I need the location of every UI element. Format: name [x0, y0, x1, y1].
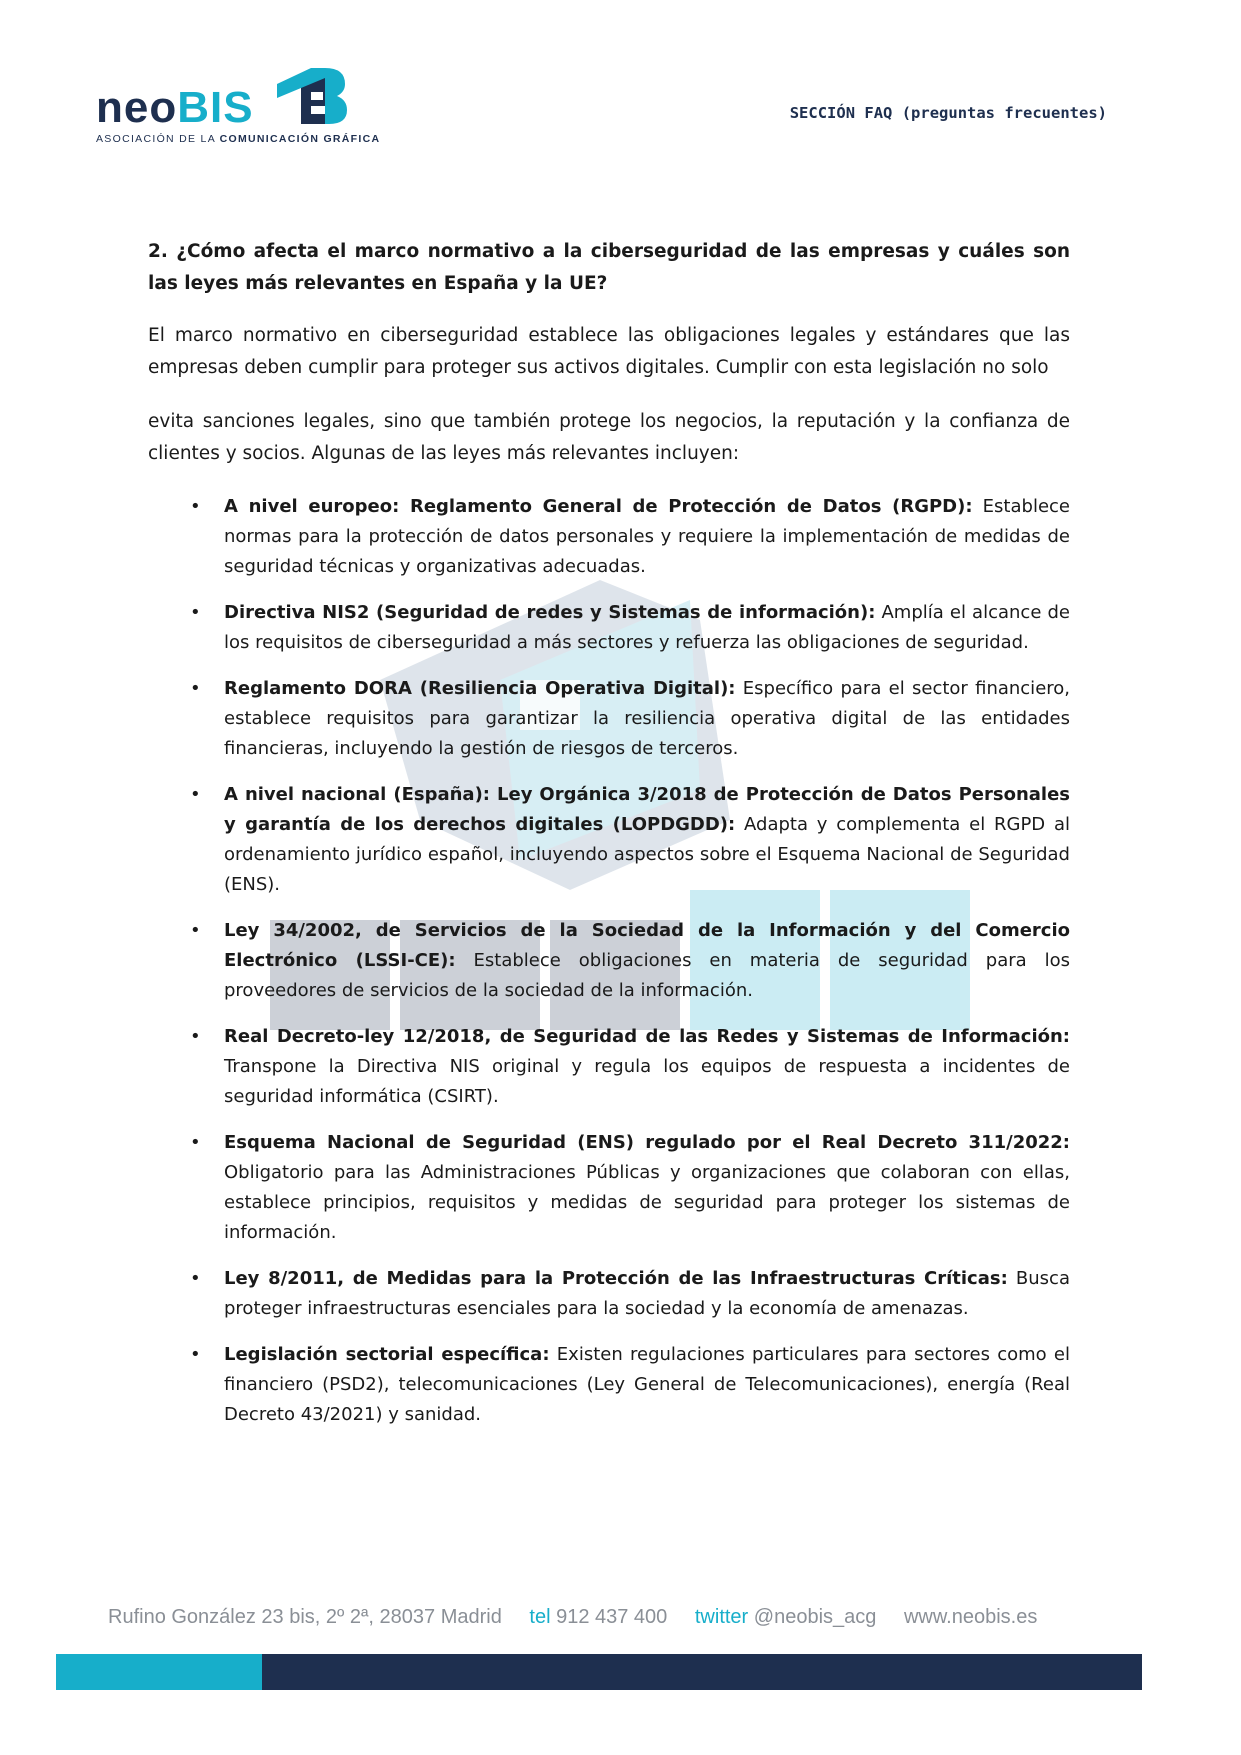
- list-item: • Esquema Nacional de Seguridad (ENS) regulado por el Real Decreto 311/2022: Obligatorio para las Administraciones Públicas y organizaciones que colaboran con ellas, establece principios, requisitos y medidas de seguridad para proteger los sistemas de información.: [190, 1132, 1070, 1243]
- footer-bar-navy: [262, 1654, 1142, 1690]
- list-item: • A nivel nacional (España): Ley Orgánica 3/2018 de Protección de Datos Personales y garantía de los derechos digitales (LOPDGDD): Adapta y complementa el RGPD al ordenamiento jurídico español, incluyendo aspectos sobre el Esquema Nacional de Seguridad (ENS).: [190, 784, 1071, 895]
- footer-twitter-label: twitter: [694, 1606, 749, 1628]
- faq-question: 2. ¿Cómo afecta el marco normativo a la ciberseguridad de las empresas y cuáles son las leyes más relevantes en España y la UE?: [148, 241, 1070, 294]
- laws-list: [148, 492, 1070, 1430]
- faq-content: [148, 236, 1070, 1446]
- intro-paragraph-2: evita sanciones legales, sino que también protege los negocios, la reputación y la confianza de clientes y socios. Algunas de las leyes más relevantes incluyen:: [148, 411, 1070, 464]
- list-item: • Legislación sectorial específica: Existen regulaciones particulares para sectores como el financiero (PSD2), telecomunicaciones (Ley General de Telecomunicaciones), energía (Real Decreto 43/2021) y sanidad.: [190, 1344, 1070, 1425]
- footer-address: Rufino González 23 bis, 2º 2ª, 28037 Madrid: [108, 1606, 502, 1628]
- logo-bis: BIS: [177, 83, 254, 132]
- list-item: • Reglamento DORA (Resiliencia Operativa Digital): Específico para el sector financiero, establece requisitos para garantizar la resiliencia operativa digital de las entidades financieras, incluyendo la gestión de riesgos de terceros.: [190, 678, 1071, 759]
- list-item: • Ley 8/2011, de Medidas para la Protección de las Infraestructuras Críticas: Busca proteger infraestructuras esenciales para la sociedad y la economía de amenazas.: [190, 1268, 1070, 1319]
- list-item: • Directiva NIS2 (Seguridad de redes y Sistemas de información): Amplía el alcance de los requisitos de ciberseguridad a más sectores y refuerza las obligaciones de seguridad.: [190, 602, 1070, 653]
- logo-tagline: ASOCIACIÓN DE LA COMUNICACIÓN GRÁFICA: [96, 133, 381, 145]
- logo-wordmark: [96, 83, 254, 132]
- logo-neo: neo: [96, 83, 178, 132]
- footer-tel-value[interactable]: 912 437 400: [556, 1606, 668, 1628]
- neobis-logo: [96, 64, 381, 148]
- footer-contact: [108, 1606, 1108, 1629]
- intro-paragraph-1: El marco normativo en ciberseguridad establece las obligaciones legales y estándares que las empresas deben cumplir para proteger sus activos digitales. Cumplir con esta legislación no solo: [148, 325, 1070, 378]
- list-item: • Real Decreto-ley 12/2018, de Seguridad de las Redes y Sistemas de Información: Transpone la Directiva NIS original y regula los equipos de respuesta a incidentes de seguridad informática (CSIRT).: [190, 1026, 1070, 1107]
- footer-twitter-link[interactable]: @neobis_acg: [753, 1606, 877, 1628]
- list-item: • Ley 34/2002, de Servicios de la Sociedad de la Información y del Comercio Electrónico (LSSI-CE): Establece obligaciones en materia de seguridad para los proveedores de servicios de la sociedad de la información.: [190, 920, 1070, 1001]
- footer-tel-label: tel: [529, 1606, 551, 1628]
- footer-color-bar: [56, 1654, 1142, 1690]
- footer-website-link[interactable]: www.neobis.es: [903, 1606, 1038, 1628]
- footer-bar-cyan: [56, 1654, 262, 1690]
- logo-b-mark-icon: [271, 64, 351, 126]
- section-title: SECCIÓN FAQ (preguntas frecuentes): [789, 104, 1107, 122]
- list-item: • A nivel europeo: Reglamento General de Protección de Datos (RGPD): Establece normas para la protección de datos personales y requiere la implementación de medidas de seguridad técnicas y organizativas adecuadas.: [190, 496, 1070, 577]
